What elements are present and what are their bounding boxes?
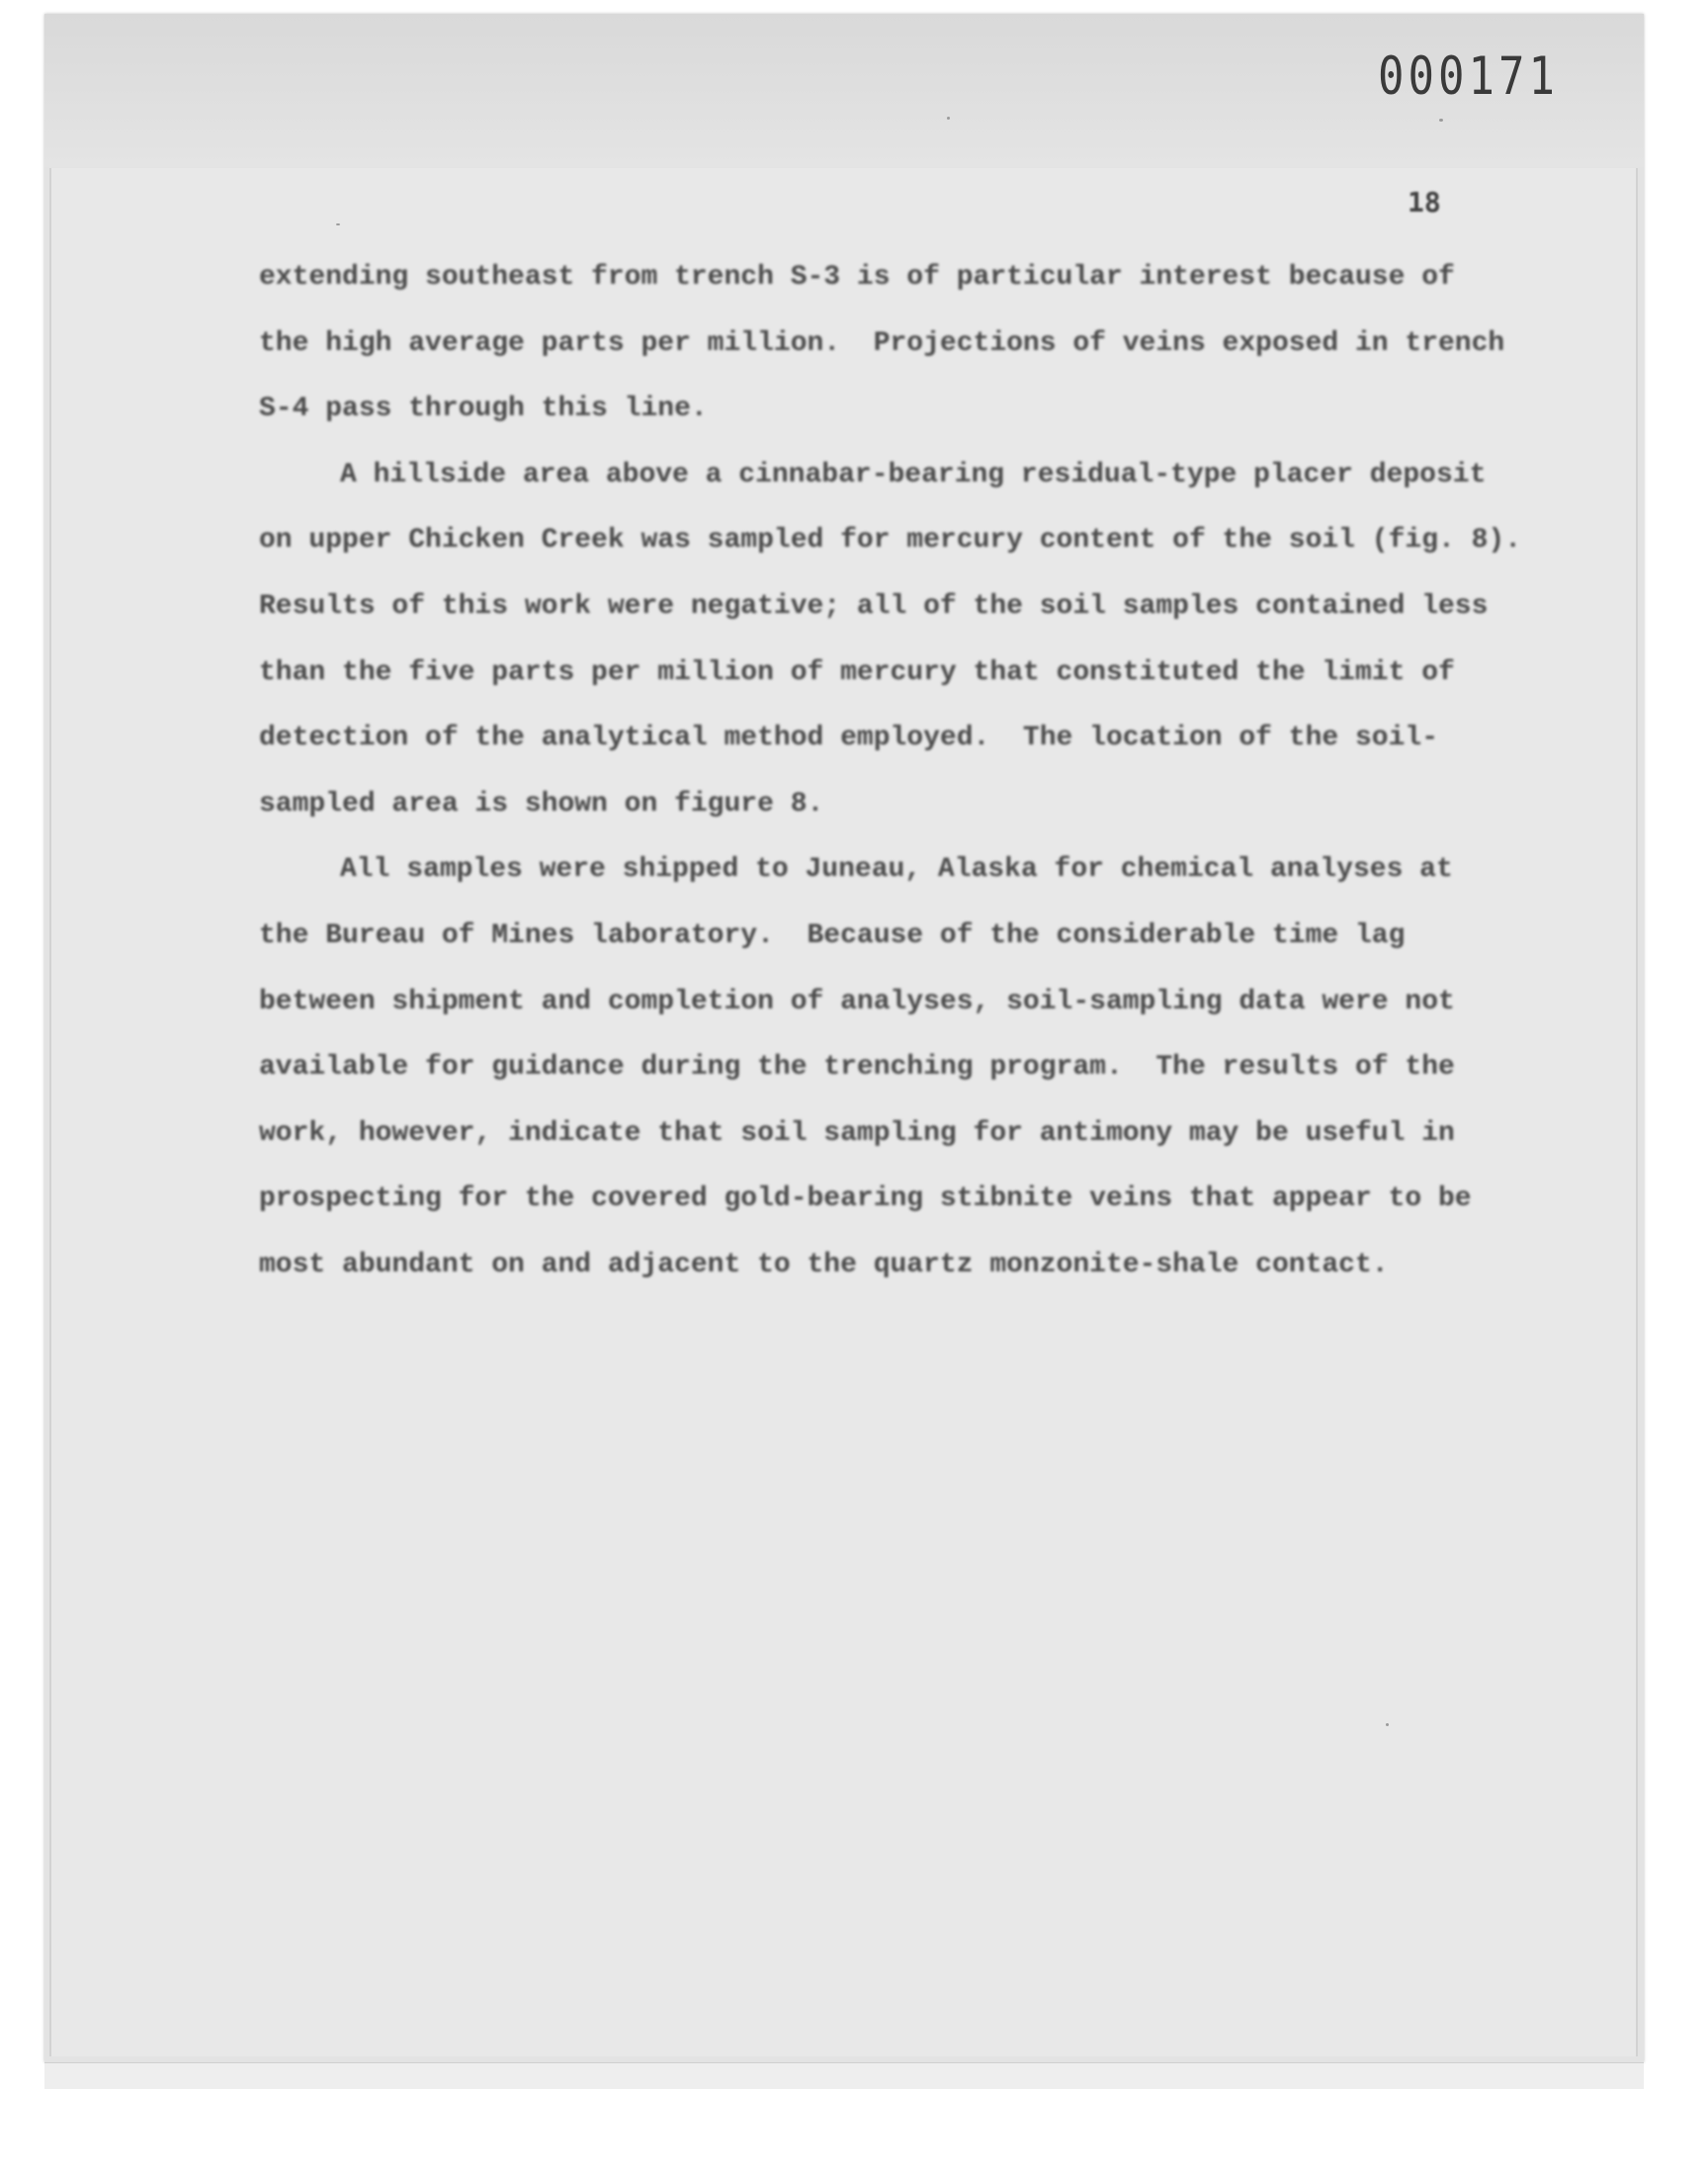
- text-line: between shipment and completion of analyses, soil-sampling data were not: [259, 986, 1455, 1017]
- text-line: Results of this work were negative; all of the soil samples contained less: [259, 590, 1489, 622]
- paragraph-first-line: All samples were shipped to Juneau, Alaska for chemical analyses at: [340, 854, 1453, 886]
- text-line: prospecting for the covered gold-bearing stibnite veins that appear to be: [259, 1183, 1472, 1215]
- text-line: sampled area is shown on figure 8.: [259, 788, 824, 820]
- body-text: [259, 245, 1524, 1299]
- scan-speck: [947, 117, 950, 120]
- text-line: the Bureau of Mines laboratory. Because of the considerable time lag: [259, 919, 1406, 951]
- text-line: S-4 pass through this line.: [259, 393, 708, 425]
- text-line: most abundant on and adjacent to the quartz monzonite-shale contact.: [259, 1249, 1389, 1280]
- text-line: work, however, indicate that soil sampling for antimony may be useful in: [259, 1117, 1455, 1149]
- text-line: than the five parts per million of mercury that constituted the limit of: [259, 656, 1455, 688]
- document-control-number: 000171: [1378, 45, 1559, 108]
- page-number: 18: [1408, 186, 1441, 218]
- sheet-bottom-edge: [44, 2062, 1644, 2089]
- text-line: detection of the analytical method employed. The location of the soil-: [259, 723, 1438, 754]
- text-line: available for guidance during the trenching program. The results of the: [259, 1052, 1455, 1084]
- text-line: extending southeast from trench S-3 is of particular interest because of: [259, 262, 1455, 293]
- text-line: the high average parts per million. Projections of veins exposed in trench: [259, 327, 1505, 359]
- text-line: on upper Chicken Creek was sampled for mercury content of the soil (fig. 8).: [259, 525, 1522, 557]
- paragraph-first-line: A hillside area above a cinnabar-bearing residual-type placer deposit: [340, 459, 1487, 490]
- scan-speck: [1386, 1723, 1389, 1726]
- scan-speck: [1439, 119, 1443, 122]
- scan-speck: [336, 223, 340, 225]
